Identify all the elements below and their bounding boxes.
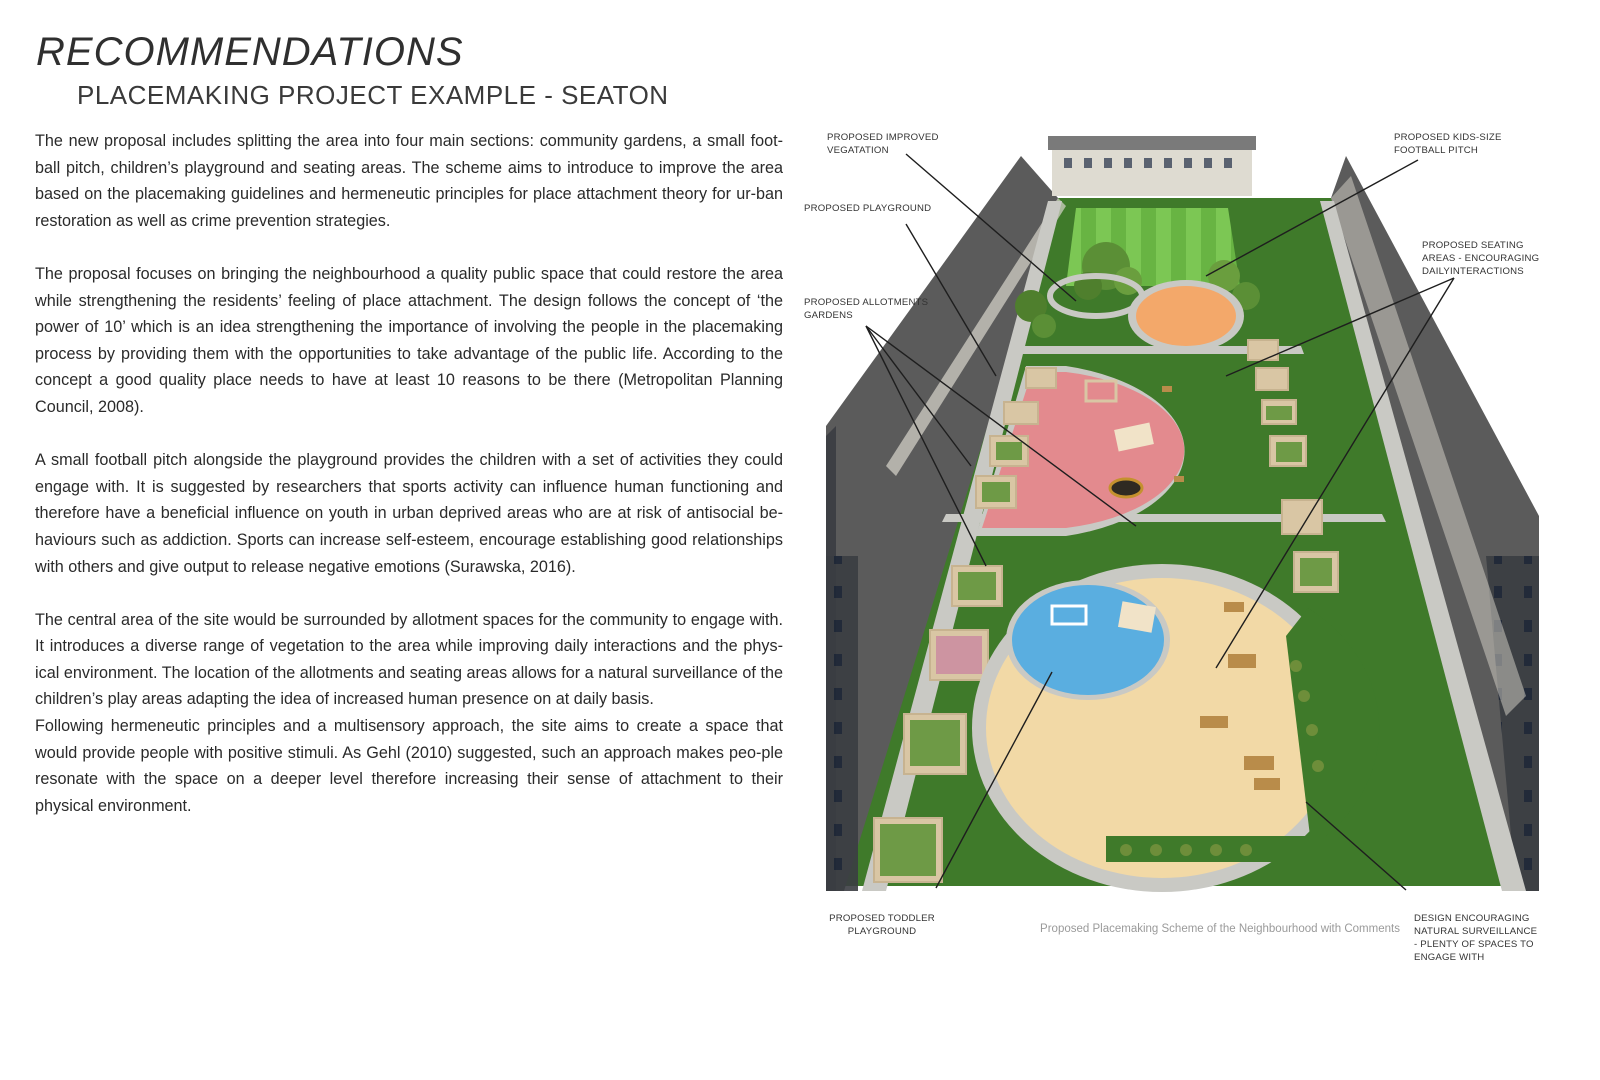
figure-caption: Proposed Placemaking Scheme of the Neighbourhood with Comments bbox=[1040, 923, 1400, 935]
page-title: RECOMMENDATIONS bbox=[36, 30, 464, 74]
paragraph-football: A small football pitch alongside the playground provides the children with a set of activities they could engage with. It is suggested by researchers that sports activity can influence human functioning and therefore have a beneficial influence on youth in urban deprived areas who are at risk of antisocial be-haviours such as addiction. Sports can increase self-esteem, encourage establishing good relationships with others and give output to release negative emotions (Surawska, 2016). bbox=[35, 451, 783, 576]
body-text bbox=[35, 128, 783, 846]
page-subtitle: PLACEMAKING PROJECT EXAMPLE - SEATON bbox=[77, 80, 669, 110]
paragraph-hermeneutic: Following hermeneutic principles and a multisensory approach, the site aims to create a space that would provide people with positive stimuli. As Gehl (2010) suggested, such an approach makes peo-ple resonate with the space on a deeper level therefore increasing their sense of attachment to their physical environment. bbox=[35, 717, 783, 815]
callout-football: PROPOSED KIDS-SIZE FOOTBALL PITCH bbox=[1394, 132, 1502, 156]
paragraph-intro: The new proposal includes splitting the area into four main sections: community gardens, a small foot-ball pitch, children’s playground and seating areas. The scheme aims to introduce to improve the area based on the placemaking guidelines and hermeneutic principles for place attachment theory for ur-ban restoration as well as crime prevention strategies. bbox=[35, 132, 783, 230]
callout-seating: PROPOSED SEATING AREAS - ENCOURAGING DAILYINTERACTIONS bbox=[1422, 240, 1540, 277]
callout-toddler: PROPOSED TODDLER PLAYGROUND bbox=[829, 913, 935, 937]
callout-surveillance: DESIGN ENCOURAGING NATURAL SURVEILLANCE - PLENTY OF SPACES TO ENGAGE WITH bbox=[1414, 913, 1538, 963]
callout-playground: PROPOSED PLAYGROUND bbox=[804, 203, 932, 214]
callout-vegetation: PROPOSED IMPROVED VEGATATION bbox=[827, 132, 939, 156]
paragraph-power-of-10: The proposal focuses on bringing the neighbourhood a quality public space that could restore the area while strengthening the residents’ feeling of place attachment. The design follows the concept of ‘the power of 10’ which is an idea strengthening the importance of involving the people in the placemaking process by providing them with the opportunities to take advantage of the public life. According to the concept a good quality place needs to have at least 10 reasons to be there (Metropolitan Planning Council, 2008). bbox=[35, 264, 783, 416]
callout-allotments: PROPOSED ALLOTMENTS GARDENS bbox=[804, 297, 929, 321]
paragraph-allotments: The central area of the site would be surrounded by allotment spaces for the community to engage with. It introduces a diverse range of vegetation to the area while improving daily interactions and the phys-ical environment. The location of the allotments and seating areas allows for a natural surveillance of the children’s play areas adapting the idea of increased human presence on at daily basis. bbox=[35, 610, 783, 709]
toddler-playground bbox=[1012, 585, 1164, 695]
seating-plaza bbox=[1136, 286, 1236, 346]
